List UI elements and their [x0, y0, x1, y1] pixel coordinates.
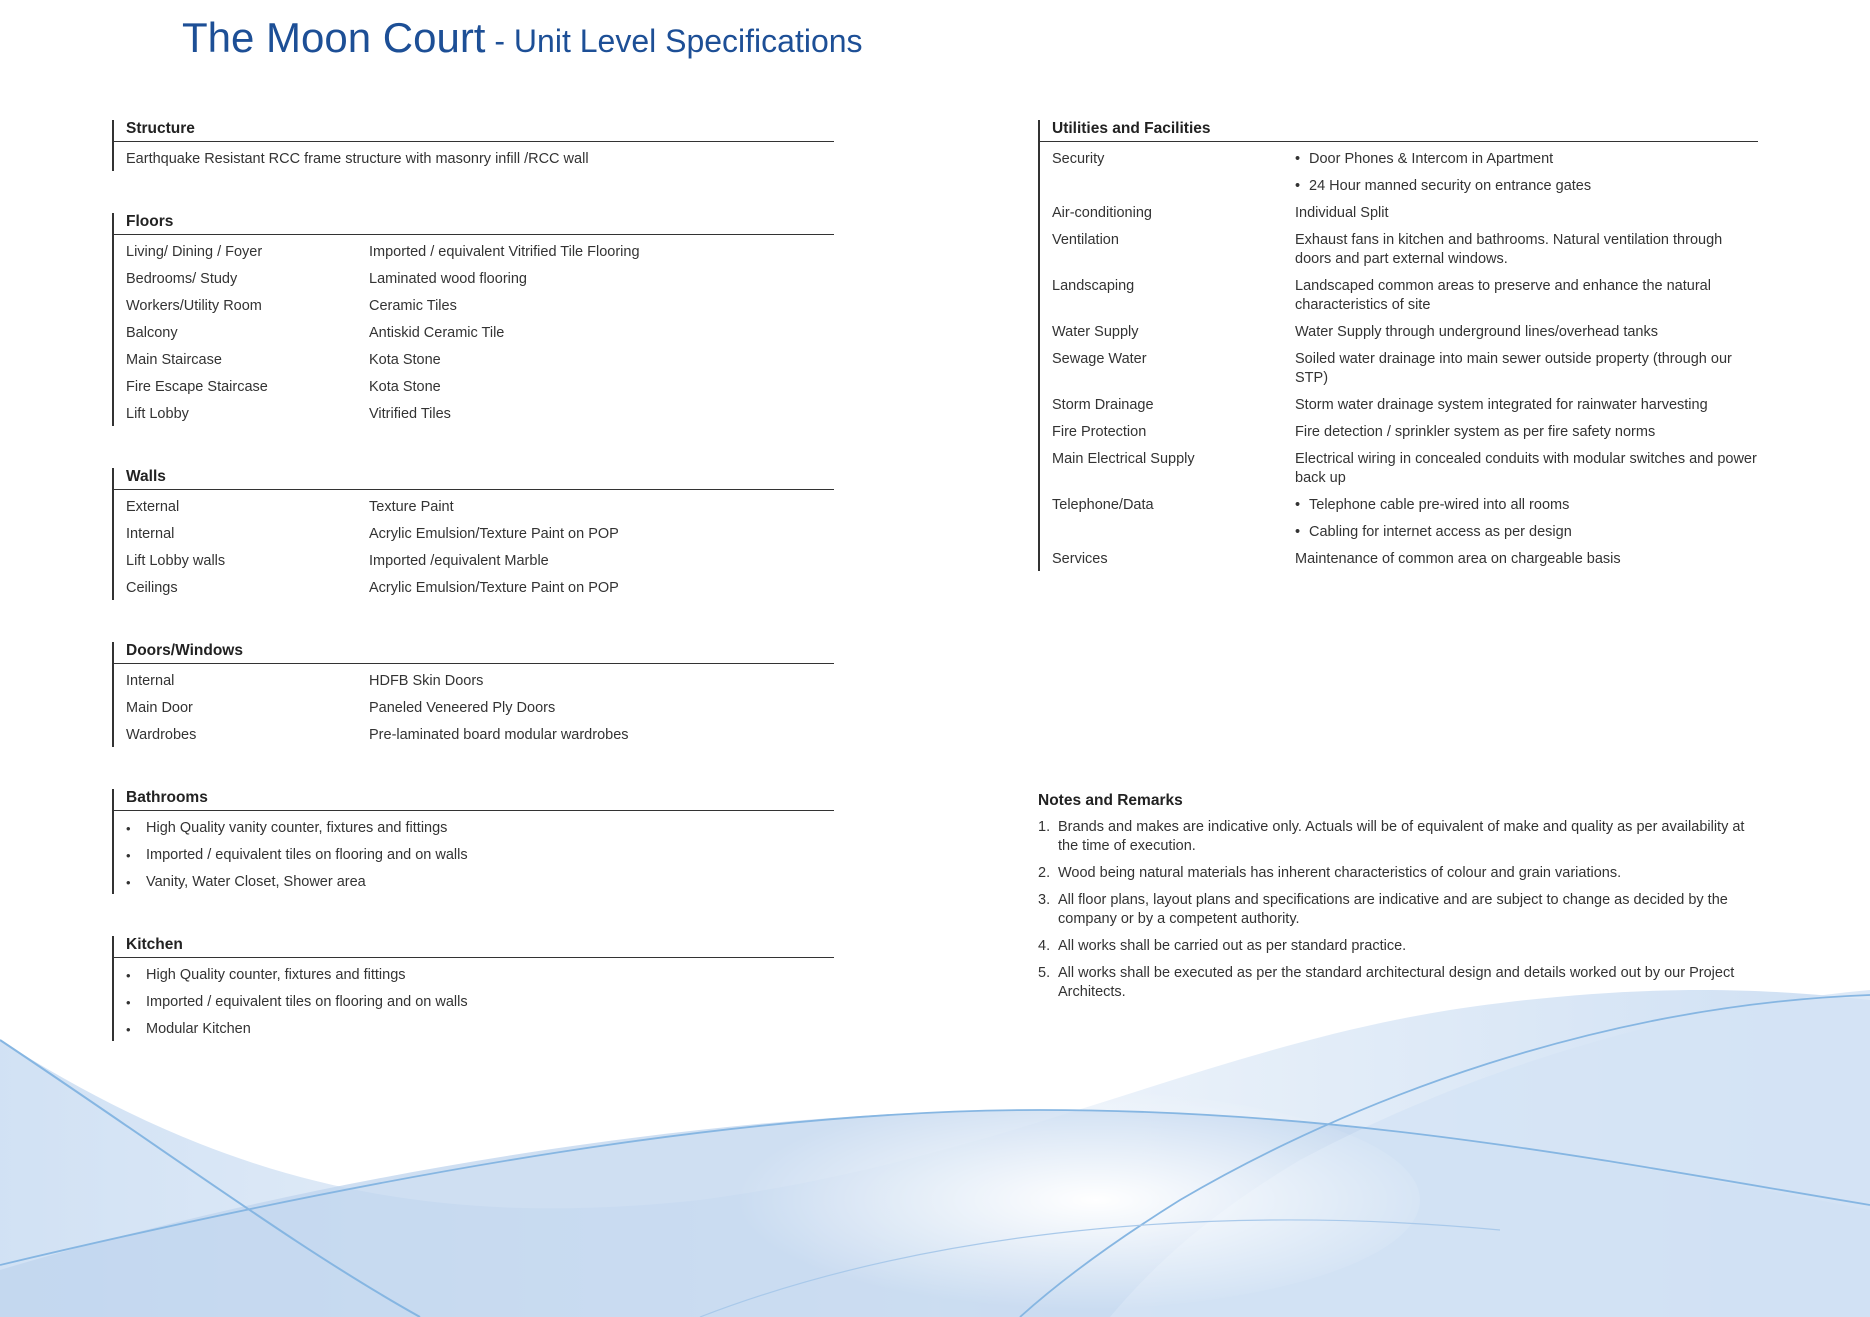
bullet-item: [114, 966, 834, 985]
note-number: 4.: [1038, 938, 1051, 954]
section-doors-windows: [112, 642, 834, 747]
spec-label: Lift Lobby: [126, 406, 189, 422]
spec-value: Ceramic Tiles: [369, 298, 457, 314]
spec-row: [114, 699, 834, 718]
section-title: Utilities and Facilities: [1040, 120, 1758, 142]
utility-label: Storm Drainage: [1052, 397, 1154, 413]
note-number: 3.: [1038, 892, 1051, 908]
utility-label: Landscaping: [1052, 278, 1135, 294]
note-item: [1038, 937, 1758, 956]
note-text: Brands and makes are indicative only. Actuals will be of equivalent of make and quality as per availability at the time of execution.: [1058, 819, 1745, 854]
note-text: All works shall be carried out as per standard practice.: [1058, 938, 1407, 954]
utility-value: Fire detection / sprinkler system as per fire safety norms: [1295, 424, 1656, 440]
spec-row: [114, 726, 834, 745]
utility-value: [1295, 150, 1758, 196]
note-item: [1038, 964, 1758, 1002]
utility-label: Security: [1052, 151, 1105, 167]
bullet-text: High Quality vanity counter, fixtures and fittings: [146, 820, 448, 836]
utility-value: Landscaped common areas to preserve and enhance the natural characteristics of site: [1295, 278, 1711, 313]
spec-row: [114, 150, 834, 169]
note-text: All works shall be executed as per the standard architectural design and details worked out by our Project Architects.: [1058, 965, 1735, 1000]
spec-row: [114, 579, 834, 598]
utility-label: Ventilation: [1052, 232, 1119, 248]
spec-row: [114, 378, 834, 397]
spec-label: Lift Lobby walls: [126, 553, 226, 569]
note-number: 1.: [1038, 819, 1051, 835]
utility-row: [1040, 204, 1758, 223]
utility-row: [1040, 550, 1758, 569]
spec-row: [114, 297, 834, 316]
bullet-icon: •: [126, 821, 131, 836]
spec-label: Ceilings: [126, 580, 178, 596]
utility-row: [1040, 323, 1758, 342]
bullet-item: [114, 819, 834, 838]
utility-label: Sewage Water: [1052, 351, 1147, 367]
spec-value: Texture Paint: [369, 499, 454, 515]
bullet-text: Imported / equivalent tiles on flooring and on walls: [146, 847, 468, 863]
spec-label: Main Door: [126, 700, 193, 716]
spec-value: Laminated wood flooring: [369, 271, 527, 287]
utility-label: Telephone/Data: [1052, 497, 1154, 513]
spec-row: [114, 498, 834, 517]
utility-label: Fire Protection: [1052, 424, 1147, 440]
section-walls: [112, 468, 834, 600]
utility-row: [1040, 450, 1758, 488]
spec-row: [114, 525, 834, 544]
spec-label: Fire Escape Staircase: [126, 379, 268, 395]
utility-row: [1040, 423, 1758, 442]
spec-value: Paneled Veneered Ply Doors: [369, 700, 556, 716]
spec-value: HDFB Skin Doors: [369, 673, 484, 689]
utility-row: [1040, 396, 1758, 415]
bullet-item: [114, 1020, 834, 1039]
spec-label: Living/ Dining / Foyer: [126, 244, 263, 260]
spec-label: Wardrobes: [126, 727, 197, 743]
title-subtitle: Unit Level Specifications: [513, 23, 863, 59]
bullet-icon: •: [126, 995, 131, 1010]
utility-value: Maintenance of common area on chargeable basis: [1295, 551, 1621, 567]
bullet-icon: •: [1295, 524, 1301, 540]
spec-row: [114, 405, 834, 424]
utility-bullet: [1295, 496, 1758, 515]
spec-label: Workers/Utility Room: [126, 298, 262, 314]
spec-row: [114, 351, 834, 370]
section-utilities: [1038, 120, 1758, 571]
utility-value: Individual Split: [1295, 205, 1389, 221]
spec-value: Imported /equivalent Marble: [369, 553, 549, 569]
section-title: Floors: [114, 213, 834, 235]
spec-label: Bedrooms/ Study: [126, 271, 238, 287]
spec-value: Acrylic Emulsion/Texture Paint on POP: [369, 580, 619, 596]
note-text: All floor plans, layout plans and specifications are indicative and are subject to change as decided by the company or by a competent authority.: [1058, 892, 1728, 927]
note-item: [1038, 818, 1758, 856]
bullet-item: [114, 993, 834, 1012]
spec-row: [114, 324, 834, 343]
utility-label: Main Electrical Supply: [1052, 451, 1195, 467]
bullet-text: High Quality counter, fixtures and fittings: [146, 967, 406, 983]
bullet-icon: •: [126, 968, 131, 983]
section-structure: [112, 120, 834, 171]
bullet-icon: •: [126, 875, 131, 890]
title-main: The Moon Court: [182, 14, 486, 61]
bullet-item: [114, 873, 834, 892]
note-number: 5.: [1038, 965, 1051, 981]
spec-value: Kota Stone: [369, 379, 441, 395]
utility-value: [1295, 496, 1758, 542]
note-item: [1038, 864, 1758, 883]
spec-label: Internal: [126, 673, 175, 689]
bullet-icon: •: [1295, 497, 1301, 513]
utility-row: [1040, 277, 1758, 315]
bullet-icon: •: [1295, 151, 1301, 167]
bullet-text: Telephone cable pre-wired into all rooms: [1309, 497, 1570, 513]
utility-row: [1040, 150, 1758, 196]
spec-label: Balcony: [126, 325, 178, 341]
utility-bullet: [1295, 150, 1758, 169]
utility-value: Soiled water drainage into main sewer outside property (through our STP): [1295, 351, 1732, 386]
section-title: Kitchen: [114, 936, 834, 958]
spec-row: [114, 672, 834, 691]
spec-label: Internal: [126, 526, 175, 542]
utility-label: Air-conditioning: [1052, 205, 1152, 221]
utility-label: Services: [1052, 551, 1108, 567]
utility-bullet: [1295, 177, 1758, 196]
utility-label: Water Supply: [1052, 324, 1139, 340]
title-separator: -: [485, 23, 514, 59]
spec-label: External: [126, 499, 180, 515]
bullet-icon: •: [1295, 178, 1301, 194]
spec-label: Main Staircase: [126, 352, 222, 368]
utility-value: Storm water drainage system integrated for rainwater harvesting: [1295, 397, 1708, 413]
note-number: 2.: [1038, 865, 1051, 881]
spec-value: Imported / equivalent Vitrified Tile Flooring: [369, 244, 640, 260]
bullet-text: Cabling for internet access as per design: [1309, 524, 1572, 540]
spec-row: [114, 243, 834, 262]
bullet-icon: •: [126, 1022, 131, 1037]
notes-and-remarks: [1038, 792, 1758, 1002]
note-item: [1038, 891, 1758, 929]
spec-value: Pre-laminated board modular wardrobes: [369, 727, 629, 743]
left-column: [112, 120, 834, 1083]
right-column: [1038, 120, 1758, 613]
section-title: Doors/Windows: [114, 642, 834, 664]
spec-value: Vitrified Tiles: [369, 406, 451, 422]
utility-value: Exhaust fans in kitchen and bathrooms. Natural ventilation through doors and part external windows.: [1295, 232, 1723, 267]
section-floors: [112, 213, 834, 426]
spec-value: Earthquake Resistant RCC frame structure with masonry infill /RCC wall: [126, 151, 589, 167]
spec-row: [114, 552, 834, 571]
section-title: Walls: [114, 468, 834, 490]
spec-value: Acrylic Emulsion/Texture Paint on POP: [369, 526, 619, 542]
bullet-icon: •: [126, 848, 131, 863]
spec-row: [114, 270, 834, 289]
note-text: Wood being natural materials has inherent characteristics of colour and grain variations.: [1058, 865, 1622, 881]
bullet-text: Imported / equivalent tiles on flooring and on walls: [146, 994, 468, 1010]
utility-row: [1040, 350, 1758, 388]
section-bathrooms: [112, 789, 834, 894]
utility-value: Water Supply through underground lines/overhead tanks: [1295, 324, 1658, 340]
utility-row: [1040, 231, 1758, 269]
section-title: Structure: [114, 120, 834, 142]
bullet-text: Vanity, Water Closet, Shower area: [146, 874, 366, 890]
utility-row: [1040, 496, 1758, 542]
page-title: [182, 14, 863, 62]
bullet-item: [114, 846, 834, 865]
bullet-text: 24 Hour manned security on entrance gates: [1309, 178, 1592, 194]
spec-value: Kota Stone: [369, 352, 441, 368]
section-kitchen: [112, 936, 834, 1041]
spec-value: Antiskid Ceramic Tile: [369, 325, 505, 341]
utility-bullet: [1295, 523, 1758, 542]
section-title: Bathrooms: [114, 789, 834, 811]
notes-title: Notes and Remarks: [1038, 792, 1183, 809]
bullet-text: Door Phones & Intercom in Apartment: [1309, 151, 1554, 167]
bullet-text: Modular Kitchen: [146, 1021, 251, 1037]
utility-value: Electrical wiring in concealed conduits with modular switches and power back up: [1295, 451, 1757, 486]
